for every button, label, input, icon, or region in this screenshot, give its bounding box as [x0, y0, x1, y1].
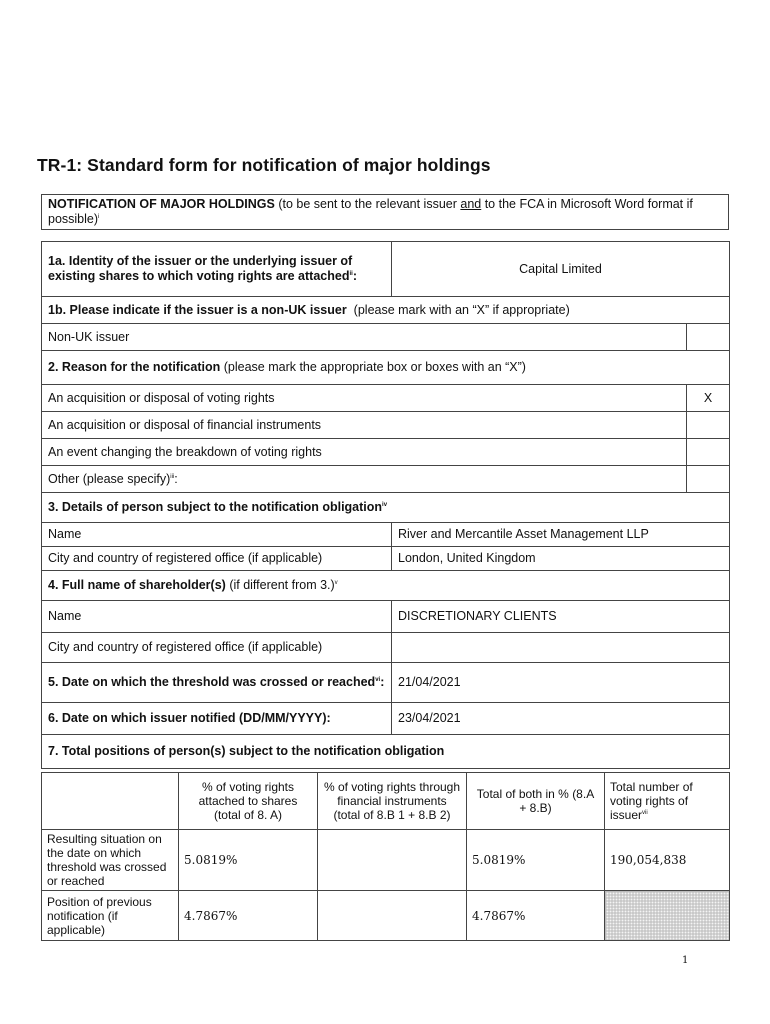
row-7	[42, 735, 730, 769]
reason-other-suffix: :	[174, 471, 178, 486]
s1b-hint: (please mark with an “X” if appropriate)	[353, 302, 570, 317]
positions-header-instruments-a: % of voting rights through financial instruments	[323, 780, 461, 808]
s3-header	[42, 493, 730, 523]
resulting-instruments-field[interactable]	[318, 830, 467, 891]
reason-other-text: Other (please specify)	[48, 471, 171, 486]
reason-label: An acquisition or disposal of financial instruments	[42, 412, 687, 439]
position-row-label: Position of previous notification (if applicable)	[42, 891, 179, 941]
reason-checkbox-breakdown[interactable]	[687, 439, 730, 466]
non-uk-checkbox[interactable]	[687, 324, 730, 351]
s5-colon: :	[380, 675, 385, 689]
positions-header-blank	[42, 773, 179, 830]
reason-label-other	[42, 466, 687, 493]
positions-header-voting-rights-note: vii	[642, 810, 648, 816]
s1a-label: 1a. Identity of the issuer or the underlying issuer of existing shares to which voting rights are attached	[48, 254, 353, 283]
s3-name-label: Name	[42, 523, 392, 547]
s4-name-field[interactable]: DISCRETIONARY CLIENTS	[392, 601, 730, 633]
reason-checkbox-voting[interactable]: X	[687, 385, 730, 412]
s1b-label: 1b. Please indicate if the issuer is a non-UK issuer	[48, 302, 347, 317]
row-6	[42, 703, 730, 735]
positions-header-row	[42, 773, 730, 830]
s4-note: v	[334, 579, 338, 586]
page-number: 1	[682, 955, 689, 966]
form-table	[41, 241, 730, 769]
row-1a	[42, 242, 730, 297]
reason-row	[42, 385, 730, 412]
reason-row	[42, 466, 730, 493]
s5-label: 5. Date on which the threshold was crossed or reached	[48, 675, 376, 689]
notification-box	[41, 194, 729, 230]
s3-city-row	[42, 547, 730, 571]
resulting-shares-field[interactable]: 5.0819%	[179, 830, 318, 891]
row-3	[42, 493, 730, 523]
previous-shares-field[interactable]: 4.7867%	[179, 891, 318, 941]
s3-city-label: City and country of registered office (if applicable)	[42, 547, 392, 571]
threshold-date-field[interactable]: 21/04/2021	[392, 663, 730, 703]
table-row	[42, 891, 730, 941]
row-4	[42, 571, 730, 601]
positions-header-shares: % of voting rights attached to shares (total of 8. A)	[179, 773, 318, 830]
positions-table	[41, 772, 730, 941]
reason-checkbox-instruments[interactable]	[687, 412, 730, 439]
positions-header-voting-rights	[605, 773, 730, 830]
notification-text-b: to the FCA in Microsoft Word format if possible)	[48, 197, 693, 226]
s5-note: vi	[375, 676, 381, 683]
s5-label-cell	[42, 663, 392, 703]
row-2	[42, 351, 730, 385]
notification-note: i	[98, 213, 100, 220]
s2-label: 2. Reason for the notification	[48, 360, 221, 374]
position-row-label: Resulting situation on the date on which threshold was crossed or reached	[42, 830, 179, 891]
reason-checkbox-other[interactable]	[687, 466, 730, 493]
s1a-colon: :	[352, 269, 357, 283]
reason-label: An acquisition or disposal of voting rights	[42, 385, 687, 412]
resulting-total-field[interactable]: 5.0819%	[467, 830, 605, 891]
positions-header-instruments-b: (total of 8.B 1 + 8.B 2)	[333, 808, 451, 822]
s4-header	[42, 571, 730, 601]
notification-heading: NOTIFICATION OF MAJOR HOLDINGS	[48, 197, 275, 211]
s2-header	[42, 351, 730, 385]
s3-label: 3. Details of person subject to the notification obligation	[48, 500, 383, 514]
s3-name-field[interactable]: River and Mercantile Asset Management LLP	[392, 523, 730, 547]
s4-hint: (if different from 3.)	[229, 578, 335, 592]
page-title: TR-1: Standard form for notification of major holdings	[37, 155, 491, 175]
positions-header-total: Total of both in % (8.A + 8.B)	[467, 773, 605, 830]
previous-instruments-field[interactable]	[318, 891, 467, 941]
s7-label: 7. Total positions of person(s) subject to the notification obligation	[42, 735, 730, 769]
s3-city-field[interactable]: London, United Kingdom	[392, 547, 730, 571]
row-5	[42, 663, 730, 703]
s1b-header	[42, 297, 730, 324]
non-uk-row	[42, 324, 730, 351]
previous-voting-rights-shaded	[605, 891, 730, 941]
s3-name-row	[42, 523, 730, 547]
table-row	[42, 830, 730, 891]
s4-name-row	[42, 601, 730, 633]
s4-label: 4. Full name of shareholder(s)	[48, 578, 226, 592]
s4-city-row	[42, 633, 730, 663]
positions-header-voting-rights-text: Total number of voting rights of issuer	[610, 780, 693, 822]
s1a-label-cell	[42, 242, 392, 297]
reason-row	[42, 439, 730, 466]
s3-note: iv	[382, 501, 388, 508]
previous-total-field[interactable]: 4.7867%	[467, 891, 605, 941]
reason-row	[42, 412, 730, 439]
s4-city-label: City and country of registered office (if applicable)	[42, 633, 392, 663]
s4-city-field[interactable]	[392, 633, 730, 663]
positions-header-instruments	[318, 773, 467, 830]
notification-text-a: (to be sent to the relevant issuer	[278, 197, 461, 211]
issuer-name-field[interactable]: Capital Limited	[392, 242, 730, 297]
row-1b	[42, 297, 730, 324]
s1a-note: ii	[349, 270, 353, 277]
s6-label: 6. Date on which issuer notified (DD/MM/YYYY):	[42, 703, 392, 735]
resulting-voting-rights-field[interactable]: 190,054,838	[605, 830, 730, 891]
non-uk-label: Non-UK issuer	[42, 324, 687, 351]
issuer-notified-date-field[interactable]: 23/04/2021	[392, 703, 730, 735]
s4-name-label: Name	[42, 601, 392, 633]
reason-label: An event changing the breakdown of voting rights	[42, 439, 687, 466]
notification-and: and	[460, 197, 482, 211]
reason-other-note: iii	[170, 473, 175, 480]
s2-hint: (please mark the appropriate box or boxes with an “X”)	[223, 360, 526, 374]
